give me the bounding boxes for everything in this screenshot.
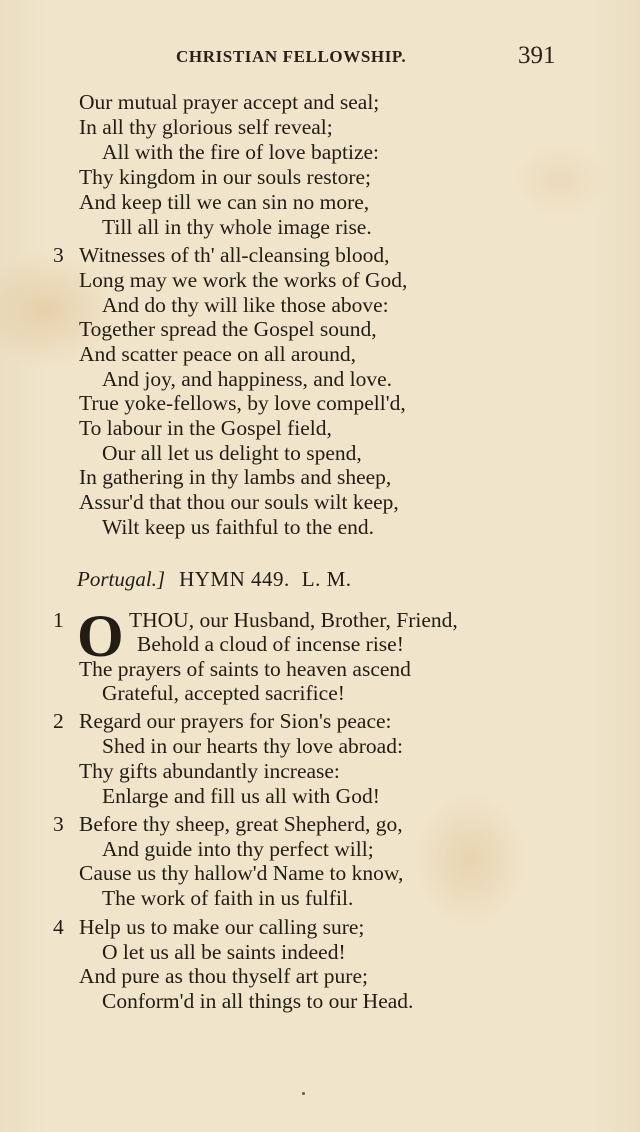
verse-line: Wilt keep us faithful to the end. [102, 515, 374, 539]
verse-line: True yoke-fellows, by love compell'd, [79, 391, 406, 415]
verse-line: And keep till we can sin no more, [79, 190, 370, 214]
verse-line: And joy, and happiness, and love. [102, 367, 392, 391]
hymn-title: HYMN 449. [179, 567, 290, 591]
verse-line: To labour in the Gospel field, [79, 416, 332, 440]
verse-line: Thy kingdom in our souls restore; [79, 165, 372, 189]
verse-line: In gathering in thy lambs and sheep, [79, 465, 392, 489]
verse-line: Assur'd that thou our souls wilt keep, [79, 490, 399, 514]
verse-line: Witnesses of th' all-cleansing blood, [79, 243, 390, 267]
footer-mark [302, 1092, 305, 1095]
stanza-number: 2 [53, 709, 64, 733]
verse-line: Regard our prayers for Sion's peace: [79, 709, 392, 733]
verse-line: Help us to make our calling sure; [79, 915, 365, 939]
verse-line: Thy gifts abundantly increase: [79, 759, 340, 783]
hymn-meter: L. M. [301, 567, 352, 591]
verse-line: The work of faith in us fulfil. [102, 886, 354, 910]
verse-line: And guide into thy perfect will; [102, 837, 374, 861]
verse-line: Long may we work the works of God, [79, 268, 408, 292]
stanza-number: 4 [53, 915, 64, 939]
hymn-heading [77, 567, 352, 592]
verse-line: Behold a cloud of incense rise! [137, 632, 404, 656]
tune-name: Portugal.] [77, 567, 166, 591]
verse-line: Our mutual prayer accept and seal; [79, 90, 380, 114]
verse-line: Enlarge and fill us all with God! [102, 784, 380, 808]
verse-line: THOU, our Husband, Brother, Friend, [129, 608, 458, 632]
verse-line: O let us all be saints indeed! [102, 940, 346, 964]
verse-line: In all thy glorious self reveal; [79, 115, 333, 139]
running-head: CHRISTIAN FELLOWSHIP. [176, 47, 407, 66]
verse-line: And pure as thou thyself art pure; [79, 964, 368, 988]
verse-line: Cause us thy hallow'd Name to know, [79, 861, 404, 885]
drop-cap: O [77, 603, 124, 669]
verse-line: And do thy will like those above: [102, 293, 389, 317]
verse-line: Till all in thy whole image rise. [102, 215, 372, 239]
verse-line: Before thy sheep, great Shepherd, go, [79, 812, 403, 836]
verse-line: All with the fire of love baptize: [102, 140, 380, 164]
verse-line: And scatter peace on all around, [79, 342, 356, 366]
verse-line: Together spread the Gospel sound, [79, 317, 377, 341]
page-number: 391 [518, 42, 556, 69]
verse-line: Conform'd in all things to our Head. [102, 989, 414, 1013]
stanza-number: 3 [53, 243, 64, 267]
stanza-number: 1 [53, 608, 64, 632]
verse-line: Shed in our hearts thy love abroad: [102, 734, 403, 758]
verse-line: The prayers of saints to heaven ascend [79, 657, 411, 681]
verse-line: Our all let us delight to spend, [102, 441, 362, 465]
verse-line: Grateful, accepted sacrifice! [102, 681, 345, 705]
stanza-number: 3 [53, 812, 64, 836]
